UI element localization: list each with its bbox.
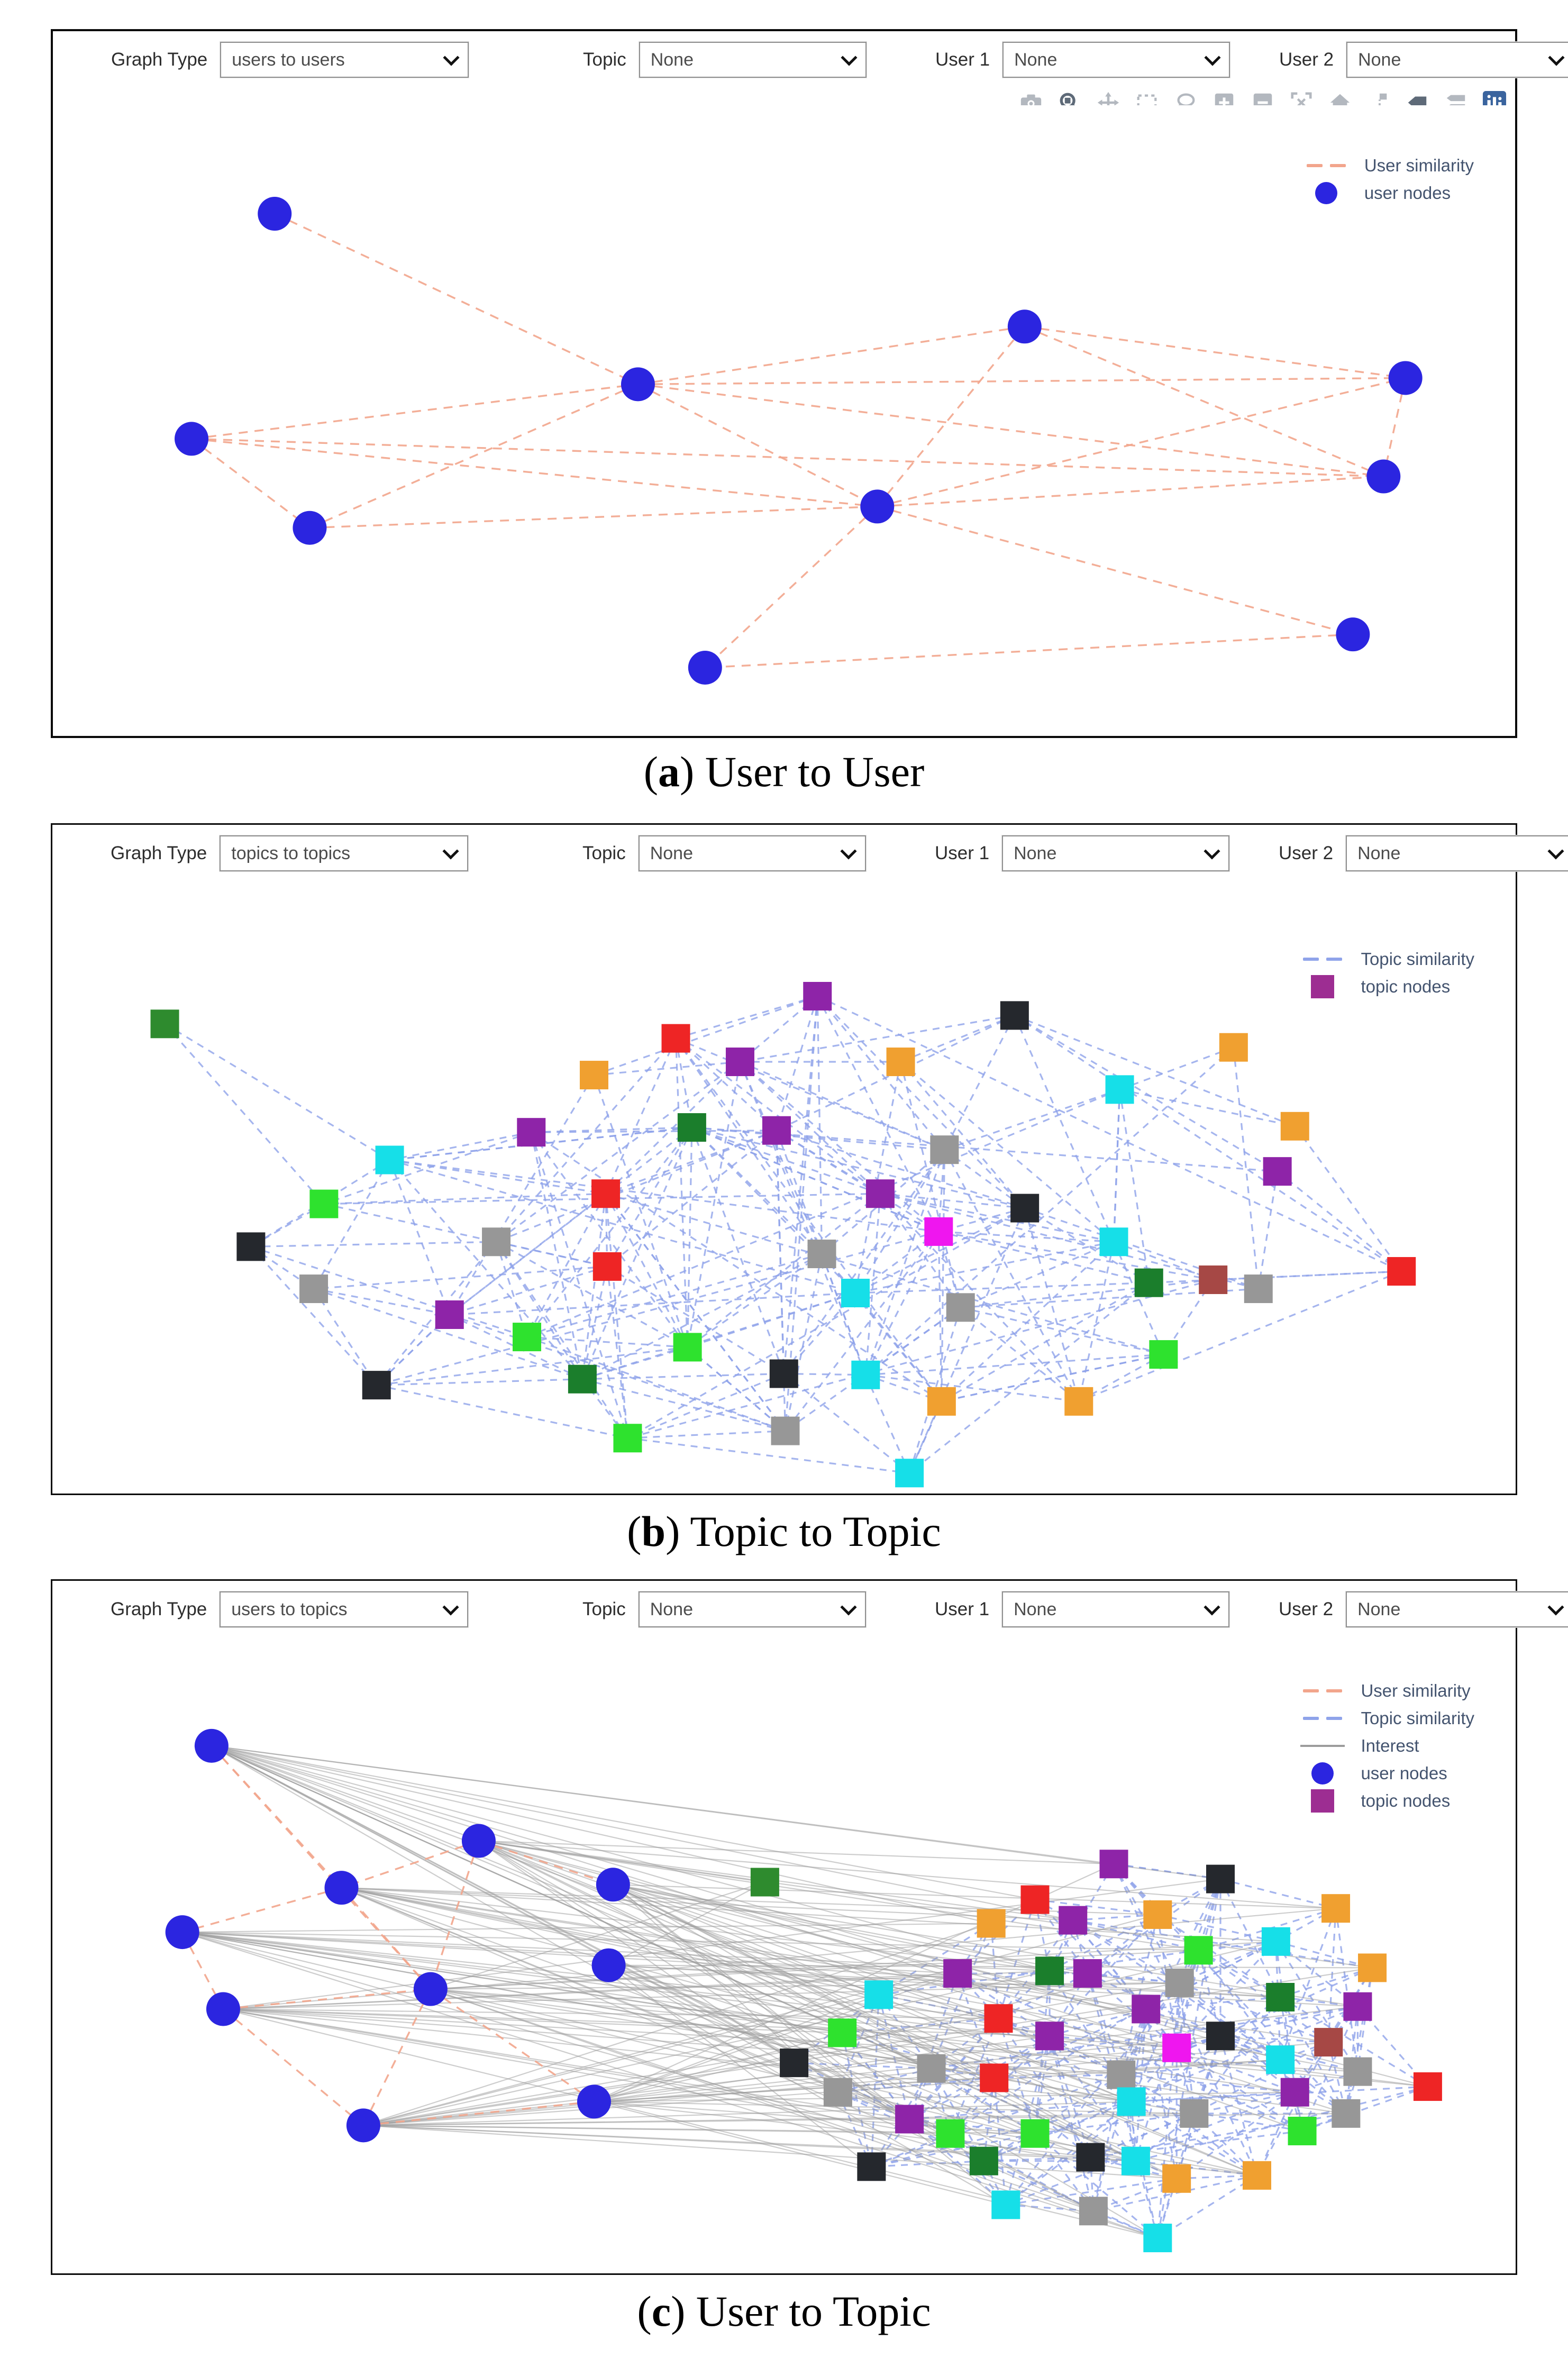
legend-c	[1297, 1677, 1474, 1815]
edge	[192, 439, 877, 506]
topic-node[interactable]	[824, 2078, 852, 2107]
edge	[740, 1062, 865, 1375]
user2-label: User 2	[1279, 1599, 1334, 1619]
edge	[496, 1242, 582, 1379]
topic-node[interactable]	[1281, 1112, 1309, 1141]
edge	[961, 1280, 1213, 1307]
edge	[314, 1160, 390, 1289]
topic-node[interactable]	[930, 1135, 959, 1164]
edge	[877, 477, 1383, 507]
topic-node[interactable]	[1135, 1269, 1163, 1297]
legend-item[interactable]	[1297, 1677, 1474, 1705]
topic-node[interactable]	[984, 2004, 1013, 2033]
topic-node[interactable]	[808, 1240, 836, 1268]
topic-node[interactable]	[1079, 2197, 1108, 2225]
graph-type-select[interactable]: users to topics	[220, 1591, 468, 1627]
graph-type-control	[111, 834, 468, 872]
edge	[496, 1062, 740, 1242]
edge	[880, 1194, 1025, 1208]
topic-node[interactable]	[917, 2054, 946, 2083]
topic-node[interactable]	[435, 1300, 464, 1329]
edge	[1025, 326, 1383, 476]
edge	[594, 1062, 740, 1075]
edge	[309, 506, 877, 527]
topic-node[interactable]	[726, 1048, 754, 1076]
topic-node[interactable]	[936, 2119, 964, 2148]
topic-node[interactable]	[771, 1417, 800, 1445]
edge	[705, 506, 877, 668]
topic-node[interactable]	[1199, 1266, 1227, 1294]
dash-swatch-icon	[1301, 164, 1352, 167]
edge	[638, 384, 877, 506]
graph-type-control	[111, 1590, 468, 1628]
dash-swatch-icon	[1297, 958, 1348, 961]
user-node[interactable]	[596, 1868, 630, 1901]
circle-swatch-icon	[1297, 1762, 1348, 1785]
chevron-down-icon	[443, 843, 459, 859]
edge	[877, 378, 1405, 506]
legend-b	[1297, 945, 1474, 1000]
topic-node[interactable]	[1266, 1983, 1294, 2011]
edge	[183, 1888, 342, 1932]
edge	[627, 1431, 785, 1439]
user-node[interactable]	[1366, 460, 1400, 494]
edge	[496, 1131, 777, 1242]
edge	[1073, 1920, 1198, 1951]
user2-control	[1279, 834, 1568, 872]
topic-node[interactable]	[977, 1909, 1006, 1938]
user2-select[interactable]: None	[1346, 42, 1568, 78]
user1-label: User 1	[935, 49, 990, 70]
topic-select[interactable]: None	[639, 42, 867, 78]
user-node[interactable]	[688, 651, 722, 685]
user1-label: User 1	[935, 843, 990, 863]
dash-swatch-icon	[1297, 1689, 1348, 1692]
topic-node[interactable]	[1149, 1340, 1178, 1369]
topic-node[interactable]	[673, 1333, 702, 1361]
topic-node[interactable]	[376, 1146, 404, 1175]
user-node[interactable]	[414, 1972, 448, 2006]
topic-node[interactable]	[1387, 1257, 1416, 1286]
topic-node[interactable]	[1106, 1075, 1134, 1104]
edge	[1328, 1908, 1336, 2042]
chevron-down-icon	[1205, 49, 1221, 66]
edge	[479, 1841, 1372, 1968]
edge	[909, 1283, 1149, 1473]
user-node[interactable]	[258, 197, 291, 231]
topic-node[interactable]	[895, 1459, 924, 1487]
topic-node[interactable]	[1010, 1194, 1039, 1223]
topic-node[interactable]	[762, 1116, 791, 1145]
edge	[944, 1015, 1014, 1150]
topic-node[interactable]	[1117, 2087, 1146, 2116]
topic-node[interactable]	[580, 1061, 608, 1089]
user-node[interactable]	[166, 1915, 199, 1949]
edge	[627, 1438, 909, 1473]
edge	[1114, 1089, 1120, 1242]
topic-node[interactable]	[1100, 1227, 1128, 1256]
edge	[212, 1746, 1302, 2131]
network-plot-users[interactable]	[53, 105, 1512, 732]
user-node[interactable]	[1336, 617, 1370, 651]
topic-node[interactable]	[613, 1424, 642, 1452]
legend-item[interactable]	[1297, 1787, 1474, 1815]
edge	[942, 1354, 1164, 1401]
edge	[627, 1374, 783, 1439]
topic-node[interactable]	[1219, 1033, 1248, 1062]
user1-label: User 1	[935, 1599, 990, 1619]
topic-node[interactable]	[841, 1279, 870, 1307]
topic-node[interactable]	[1206, 2022, 1235, 2050]
edge	[822, 1254, 942, 1401]
caption-a: (a) User to User	[643, 748, 925, 796]
topic-node[interactable]	[1243, 2161, 1271, 2190]
legend-label: Interest	[1361, 1736, 1419, 1755]
edge	[251, 1242, 496, 1246]
caption-c: (c) User to Topic	[637, 2287, 931, 2335]
topic-node[interactable]	[1073, 1959, 1102, 1988]
graph-type-label: Graph Type	[111, 49, 208, 70]
edge	[314, 1289, 377, 1385]
chevron-down-icon	[841, 49, 857, 66]
user-node[interactable]	[621, 367, 655, 401]
edge	[275, 214, 638, 384]
edge	[390, 1160, 606, 1194]
controls-row-c	[52, 1590, 1516, 1635]
user-node[interactable]	[462, 1824, 496, 1858]
topic-node[interactable]	[943, 1959, 972, 1988]
legend-label: User similarity	[1364, 156, 1474, 175]
user-node[interactable]	[293, 511, 326, 545]
edge	[877, 506, 1353, 634]
topic-node[interactable]	[866, 1179, 895, 1208]
edge	[676, 1039, 688, 1348]
user-node[interactable]	[206, 1992, 240, 2026]
chevron-down-icon	[840, 1599, 856, 1615]
user-node[interactable]	[195, 1729, 229, 1763]
topic-node[interactable]	[1132, 1995, 1160, 2023]
panel-user-to-topic	[51, 1579, 1517, 2275]
edge	[594, 996, 817, 1075]
user2-select[interactable]: None	[1346, 1591, 1568, 1627]
edge	[627, 1280, 1213, 1438]
topic-node[interactable]	[1281, 2078, 1309, 2107]
topic-node[interactable]	[1107, 2061, 1135, 2089]
topic-node[interactable]	[662, 1024, 690, 1053]
user2-select[interactable]: None	[1346, 835, 1568, 871]
edge	[377, 1347, 688, 1385]
topic-node[interactable]	[1122, 2147, 1150, 2175]
topic-node[interactable]	[1184, 1936, 1213, 1964]
user2-control	[1279, 41, 1568, 79]
topic-node[interactable]	[1162, 2164, 1191, 2193]
legend-item[interactable]	[1297, 973, 1474, 1000]
legend-label: user nodes	[1364, 183, 1451, 203]
square-swatch-icon	[1297, 975, 1348, 998]
edge	[944, 1150, 1079, 1401]
topic-node[interactable]	[1206, 1865, 1235, 1893]
edge	[212, 1746, 1050, 1971]
topic-node[interactable]	[895, 2105, 924, 2134]
user-node[interactable]	[175, 422, 208, 456]
topic-node[interactable]	[517, 1118, 545, 1146]
edge	[251, 1246, 527, 1337]
topic-node[interactable]	[482, 1227, 510, 1256]
edge	[1149, 1271, 1401, 1283]
edge	[817, 996, 1025, 1208]
topic-node[interactable]	[1100, 1850, 1128, 1878]
topic-node[interactable]	[1165, 1969, 1194, 1997]
topic-node[interactable]	[1332, 2099, 1360, 2128]
edge	[1025, 326, 1406, 378]
user-node[interactable]	[347, 2108, 380, 2142]
edge	[1079, 1271, 1401, 1401]
edge	[527, 1254, 822, 1337]
legend-label: topic nodes	[1361, 1791, 1451, 1810]
graph-type-label: Graph Type	[111, 1599, 207, 1619]
edge	[938, 1232, 942, 1401]
topic-node[interactable]	[1414, 2072, 1442, 2101]
user-node[interactable]	[324, 1871, 358, 1905]
panel-topic-to-topic	[51, 823, 1517, 1495]
edge	[786, 1254, 822, 1431]
edge	[1220, 2036, 1257, 2175]
topic-label: Topic	[583, 49, 626, 70]
edge	[638, 384, 1383, 476]
topic-node[interactable]	[1266, 2045, 1294, 2074]
topic-node[interactable]	[828, 2018, 856, 2047]
topic-control	[583, 41, 867, 79]
chevron-down-icon	[1548, 49, 1565, 66]
edge	[1120, 1048, 1234, 1090]
user-node[interactable]	[592, 1949, 626, 1982]
user1-control	[935, 1590, 1229, 1628]
topic-node[interactable]	[1076, 2143, 1105, 2172]
chevron-down-icon	[443, 1599, 459, 1615]
network-plot-topics[interactable]	[52, 887, 1512, 1489]
panel-user-to-user	[51, 29, 1517, 738]
edge	[901, 1015, 1015, 1062]
edge	[938, 1232, 1213, 1280]
user-node[interactable]	[1389, 361, 1423, 395]
square-swatch-icon	[1297, 1789, 1348, 1813]
user1-control	[935, 834, 1229, 872]
topic-node[interactable]	[1020, 2119, 1049, 2148]
edge	[314, 1289, 450, 1315]
user-node[interactable]	[1008, 309, 1042, 343]
topic-node[interactable]	[803, 982, 832, 1010]
edge	[192, 384, 638, 439]
topic-node[interactable]	[1321, 1894, 1350, 1923]
topic-node[interactable]	[864, 1980, 893, 2009]
edge	[688, 1254, 822, 1347]
topic-node[interactable]	[970, 2147, 998, 2175]
edge	[1114, 1242, 1214, 1280]
user-node[interactable]	[577, 2084, 611, 2118]
topic-node[interactable]	[1180, 2099, 1208, 2128]
topic-node[interactable]	[851, 1361, 880, 1389]
edge	[582, 1347, 688, 1379]
graph-type-select[interactable]: users to users	[220, 42, 469, 78]
chevron-down-icon	[1548, 1599, 1564, 1615]
edge	[1120, 1089, 1295, 1126]
legend-label: Topic similarity	[1361, 1708, 1474, 1728]
user2-label: User 2	[1279, 49, 1334, 70]
edge	[817, 996, 944, 1150]
topic-node[interactable]	[1288, 2117, 1317, 2145]
edge	[740, 1062, 880, 1194]
topic-control	[582, 1590, 866, 1628]
topic-node[interactable]	[927, 1387, 956, 1416]
network-plot-users-topics[interactable]	[52, 1643, 1512, 2269]
topic-node[interactable]	[857, 2152, 886, 2181]
topic-node[interactable]	[946, 1293, 975, 1322]
controls-row-b	[52, 834, 1516, 879]
chevron-down-icon	[1204, 1599, 1220, 1615]
edge	[1259, 1171, 1278, 1289]
topic-node[interactable]	[362, 1371, 391, 1399]
topic-node[interactable]	[1064, 1387, 1093, 1416]
topic-node[interactable]	[1000, 1001, 1029, 1030]
graph-type-select[interactable]: topics to topics	[220, 835, 468, 871]
legend-item[interactable]	[1297, 1760, 1474, 1787]
topic-node[interactable]	[513, 1323, 541, 1351]
edge	[192, 439, 1383, 476]
edge	[705, 634, 1353, 668]
edge	[865, 1375, 909, 1473]
legend-item[interactable]	[1297, 945, 1474, 973]
legend-label: Topic similarity	[1361, 949, 1474, 969]
circle-swatch-icon	[1301, 182, 1352, 204]
topic-node[interactable]	[568, 1365, 597, 1394]
edge	[740, 1015, 1015, 1062]
topic-node[interactable]	[1314, 2028, 1343, 2056]
chevron-down-icon	[840, 843, 856, 859]
edge	[582, 1374, 784, 1379]
chevron-down-icon	[1204, 843, 1220, 859]
dash-swatch-icon	[1297, 1717, 1348, 1720]
topic-node[interactable]	[980, 2063, 1008, 2092]
legend-label: user nodes	[1361, 1763, 1447, 1783]
edge	[431, 1989, 594, 2102]
topic-node[interactable]	[924, 1217, 953, 1246]
edge	[192, 439, 309, 527]
topic-label: Topic	[582, 843, 626, 863]
user1-select[interactable]: None	[1002, 42, 1230, 78]
topic-node[interactable]	[1263, 1157, 1292, 1186]
edge	[309, 384, 638, 527]
edge	[938, 1232, 1114, 1242]
edge	[165, 1024, 324, 1204]
topic-node[interactable]	[1343, 2057, 1372, 2086]
edge	[165, 1024, 390, 1160]
chevron-down-icon	[1548, 843, 1564, 859]
user2-label: User 2	[1279, 843, 1334, 863]
legend-label: topic nodes	[1361, 977, 1451, 996]
topic-node[interactable]	[1020, 1886, 1049, 1914]
topic-node[interactable]	[1035, 2022, 1064, 2050]
edge	[606, 1194, 785, 1431]
topic-node[interactable]	[593, 1252, 622, 1281]
edge	[777, 1131, 784, 1374]
edge	[479, 1841, 613, 1885]
edge	[1079, 1242, 1114, 1401]
topic-node[interactable]	[1262, 1927, 1290, 1956]
edge	[324, 1132, 531, 1204]
topic-node[interactable]	[1143, 2224, 1172, 2252]
topic-node[interactable]	[780, 2049, 808, 2077]
legend-item[interactable]	[1301, 152, 1474, 179]
topic-node[interactable]	[1143, 1900, 1172, 1929]
topic-select[interactable]: None	[639, 835, 866, 871]
edge	[1278, 1171, 1402, 1271]
edge	[676, 996, 818, 1039]
legend-label: User similarity	[1361, 1681, 1471, 1700]
user2-control	[1279, 1590, 1568, 1628]
legend-item[interactable]	[1301, 179, 1474, 207]
user1-select[interactable]: None	[1002, 1591, 1229, 1627]
edge	[638, 326, 1025, 384]
topic-node[interactable]	[151, 1009, 179, 1038]
topic-node[interactable]	[991, 2190, 1020, 2219]
edge	[341, 1841, 478, 1888]
topic-node[interactable]	[1035, 1956, 1064, 1985]
legend-item[interactable]	[1297, 1705, 1474, 1732]
legend-item[interactable]	[1297, 1732, 1474, 1760]
topic-label: Topic	[582, 1599, 626, 1619]
topic-node[interactable]	[1343, 1992, 1372, 2021]
user-node[interactable]	[860, 489, 894, 523]
topic-node[interactable]	[236, 1232, 265, 1261]
caption-b: (b) Topic to Topic	[627, 1507, 941, 1555]
topic-node[interactable]	[1244, 1274, 1273, 1303]
topic-node[interactable]	[1059, 1906, 1087, 1935]
topic-node[interactable]	[751, 1868, 779, 1897]
controls-row-a	[53, 41, 1515, 85]
graph-type-control	[111, 41, 469, 79]
topic-node[interactable]	[678, 1113, 706, 1142]
edge	[961, 1242, 1114, 1307]
line-swatch-icon	[1297, 1745, 1348, 1747]
user1-control	[935, 41, 1230, 79]
user1-select[interactable]: None	[1002, 835, 1229, 871]
topic-node[interactable]	[299, 1274, 328, 1303]
edge	[865, 1048, 1234, 1375]
edge	[877, 326, 1025, 506]
topic-node[interactable]	[309, 1190, 338, 1218]
topic-node[interactable]	[887, 1048, 915, 1076]
legend-a	[1301, 152, 1474, 207]
topic-node[interactable]	[1162, 2034, 1191, 2062]
topic-node[interactable]	[1358, 1953, 1387, 1982]
topic-node[interactable]	[591, 1179, 620, 1208]
topic-select[interactable]: None	[639, 1591, 866, 1627]
edge	[390, 1160, 450, 1315]
topic-node[interactable]	[770, 1360, 798, 1388]
edge	[638, 378, 1406, 384]
topic-control	[582, 834, 866, 872]
edge	[390, 1132, 532, 1160]
graph-type-label: Graph Type	[111, 843, 207, 863]
chevron-down-icon	[443, 49, 460, 66]
